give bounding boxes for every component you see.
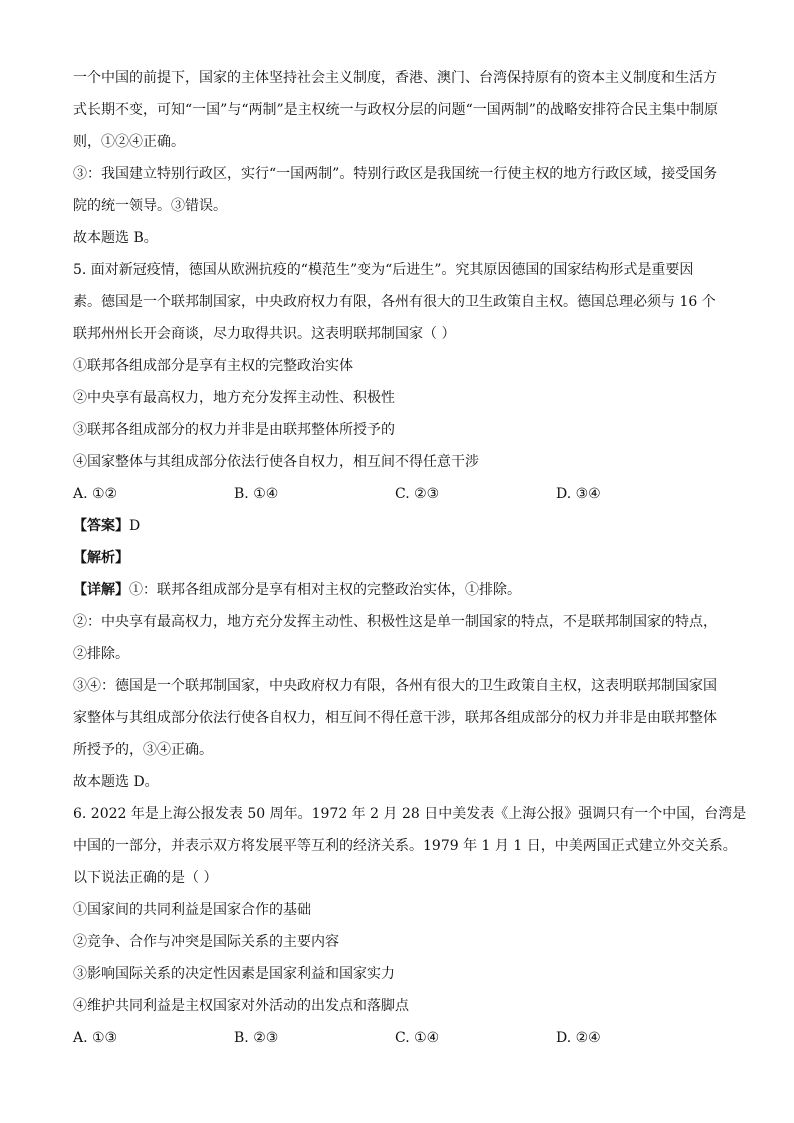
answer-tag: 【答案】 [73, 518, 129, 534]
q6-statement-3: ③影响国际关系的决定性因素是国家利益和国家实力 [73, 966, 395, 982]
q5-statement-1: ①联邦各组成部分是享有主权的完整政治实体 [73, 358, 353, 374]
q6-stem-line: 6. 2022 年是上海公报发表 50 周年。1972 年 2 月 28 日中美发表《上海公报》强调只有一个中国，台湾是 [73, 806, 747, 822]
q5-detail-1: ①：联邦各组成部分是享有相对主权的完整政治实体，①排除。 [129, 582, 521, 598]
q5-detail-line: ③④：德国是一个联邦制国家，中央政府权力有限，各州有很大的卫生政策自主权，这表明联邦制国家国 [73, 678, 717, 694]
q4-analysis-line: 式长期不变，可知“一国”与“两制”是主权统一与政权分层的问题“一国两制”的战略安排符合民主集中制原 [73, 102, 718, 118]
q5-stem-line: 联邦州州长开会商谈，尽力取得共识。这表明联邦制国家（ ） [73, 326, 456, 342]
q6-statement-4: ④维护共同利益是主权国家对外活动的出发点和落脚点 [73, 998, 409, 1014]
q5-detail-line: 所授予的，③④正确。 [73, 742, 213, 758]
document-page [73, 62, 747, 1054]
q5-analysis-heading [73, 542, 723, 574]
q6-option-d: D. ②④ [556, 1030, 601, 1046]
q5-statement-3: ③联邦各组成部分的权力并非是由联邦整体所授予的 [73, 422, 395, 438]
q4-analysis-line: 则，①②④正确。 [73, 134, 185, 150]
detail-tag: 【详解】 [73, 582, 129, 598]
q5-option-c: C. ②③ [395, 486, 440, 502]
q4-analysis-line: 一个中国的前提下，国家的主体坚持社会主义制度，香港、澳门、台湾保持原有的资本主义制度和生活方 [73, 70, 717, 86]
q5-conclusion: 故本题选 D。 [73, 774, 159, 790]
answer-value: D [129, 518, 141, 534]
q5-detail-line [73, 574, 723, 606]
q5-stem-line: 5. 面对新冠疫情，德国从欧洲抗疫的“模范生”变为“后进生”。究其原因德国的国家结构形式是重要因 [73, 262, 694, 278]
q5-detail-line: ②：中央享有最高权力，地方充分发挥主动性、积极性这是单一制国家的特点，不是联邦制国家的特点， [73, 614, 717, 630]
q6-option-b: B. ②③ [234, 1030, 279, 1046]
q6-statement-2: ②竞争、合作与冲突是国际关系的主要内容 [73, 934, 339, 950]
q5-detail-line: 家整体与其组成部分依法行使各自权力，相互间不得任意干涉，联邦各组成部分的权力并非是由联邦整体 [73, 710, 717, 726]
q5-stem-line: 素。德国是一个联邦制国家，中央政府权力有限，各州有很大的卫生政策自主权。德国总理必须与 16 个 [73, 294, 716, 310]
q5-options [73, 478, 723, 510]
q6-stem-line: 中国的一部分，并表示双方将发展平等互利的经济关系。1979 年 1 月 1 日，中美两国正式建立外交关系。 [73, 838, 737, 854]
q5-statement-2: ②中央享有最高权力，地方充分发挥主动性、积极性 [73, 390, 395, 406]
q6-option-a: A. ①③ [73, 1030, 118, 1046]
q6-options [73, 1022, 723, 1054]
q4-conclusion: 故本题选 B。 [73, 230, 158, 246]
q6-statement-1: ①国家间的共同利益是国家合作的基础 [73, 902, 311, 918]
analysis-tag: 【解析】 [73, 550, 129, 566]
q4-analysis-line: 院的统一领导。③错误。 [73, 198, 227, 214]
q5-answer [73, 510, 723, 542]
q5-statement-4: ④国家整体与其组成部分依法行使各自权力，相互间不得任意干涉 [73, 454, 479, 470]
q5-detail-line: ②排除。 [73, 646, 129, 662]
q6-stem-line: 以下说法正确的是（ ） [73, 870, 218, 886]
q5-option-b: B. ①④ [234, 486, 279, 502]
q6-option-c: C. ①④ [395, 1030, 440, 1046]
q4-analysis-line: ③：我国建立特别行政区，实行“一国两制”。特别行政区是我国统一行使主权的地方行政区域，接受国务 [73, 166, 718, 182]
q5-option-a: A. ①② [73, 486, 118, 502]
q5-option-d: D. ③④ [556, 486, 601, 502]
